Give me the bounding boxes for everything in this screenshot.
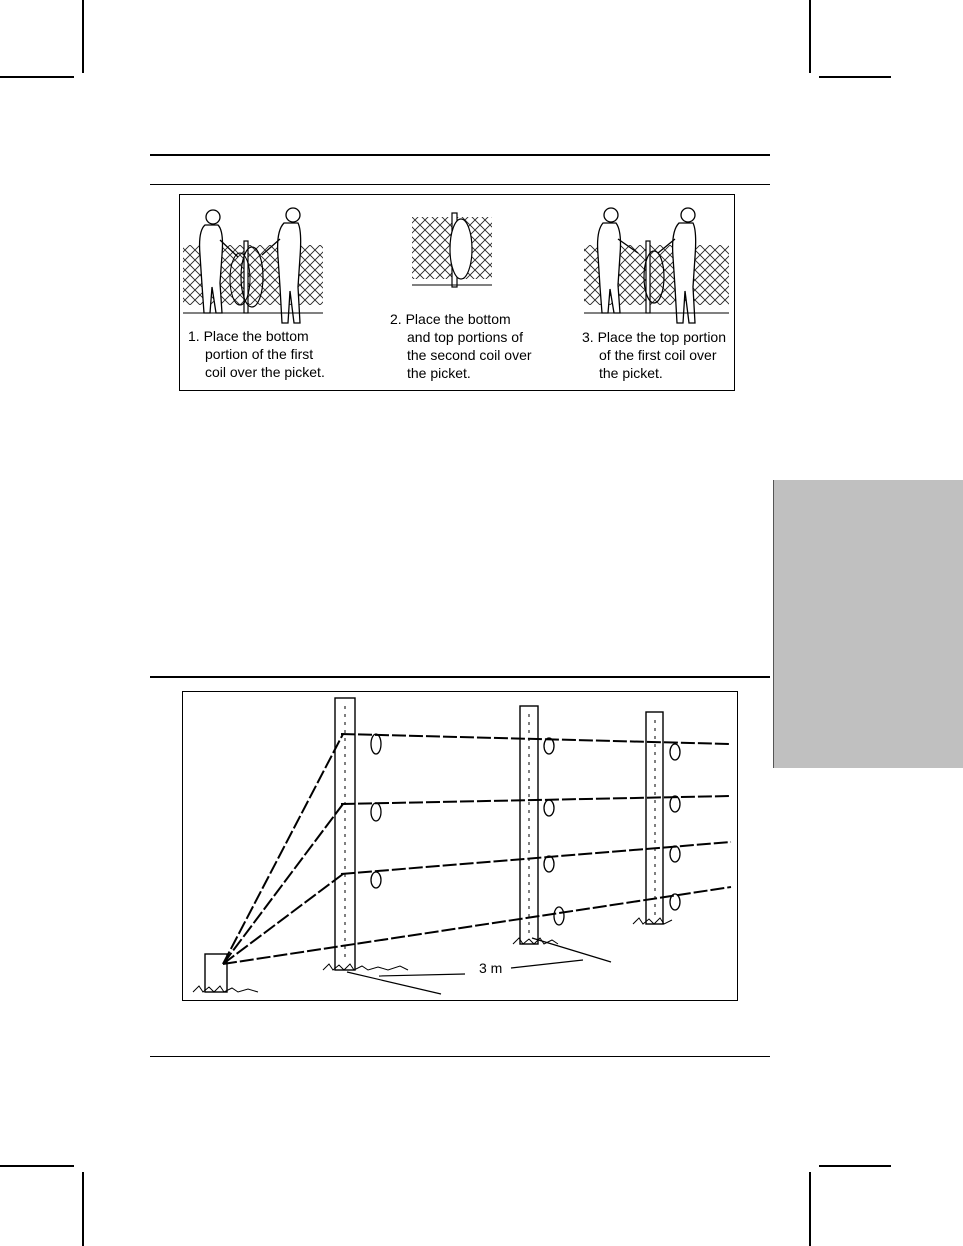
bottom-rule <box>150 1056 770 1057</box>
crop-mark-bottom-left-h <box>0 1165 74 1167</box>
step-3-caption <box>582 328 732 382</box>
top-thick-rule <box>150 154 770 156</box>
step-2-caption <box>390 310 532 382</box>
crop-mark-bottom-right-v <box>809 1172 811 1246</box>
step2-drawing <box>412 213 492 287</box>
step1-drawing <box>183 208 323 323</box>
step-2-line-1: Place the bottom <box>405 311 511 327</box>
step-1-number: 1. <box>188 328 200 344</box>
crop-mark-top-right-h <box>819 76 891 78</box>
step-3-line-2: of the first coil over <box>599 347 717 363</box>
anchor-stake <box>205 954 227 992</box>
crop-mark-top-right-v <box>809 0 811 73</box>
step-1-line-1: Place the bottom <box>203 328 309 344</box>
barbed-wire-fence-figure <box>182 691 738 1001</box>
step-3-line-1: Place the top portion <box>597 329 726 345</box>
step-2-line-2: and top portions of <box>407 329 523 345</box>
figure1-top-rule <box>150 184 770 185</box>
crop-mark-bottom-left-v <box>82 1172 84 1246</box>
step-1-caption <box>188 327 325 381</box>
step-1-line-2: portion of the first <box>205 346 314 362</box>
step-3-line-3: the picket. <box>599 365 663 381</box>
crop-mark-top-left-v <box>82 0 84 73</box>
step-3-number: 3. <box>582 329 594 345</box>
section-tab <box>773 480 963 768</box>
step-2-line-3: the second coil over <box>407 347 532 363</box>
step-1-line-3: coil over the picket. <box>205 364 325 380</box>
distance-label: 3 m <box>479 960 503 976</box>
step-2-line-4: the picket. <box>407 365 471 381</box>
crop-mark-top-left-h <box>0 76 74 78</box>
figure2-top-rule <box>150 676 770 678</box>
step3-drawing <box>584 208 729 323</box>
barbed-wire-fence-illustration <box>183 692 737 1000</box>
step-2-number: 2. <box>390 311 402 327</box>
crop-mark-bottom-right-h <box>819 1165 891 1167</box>
